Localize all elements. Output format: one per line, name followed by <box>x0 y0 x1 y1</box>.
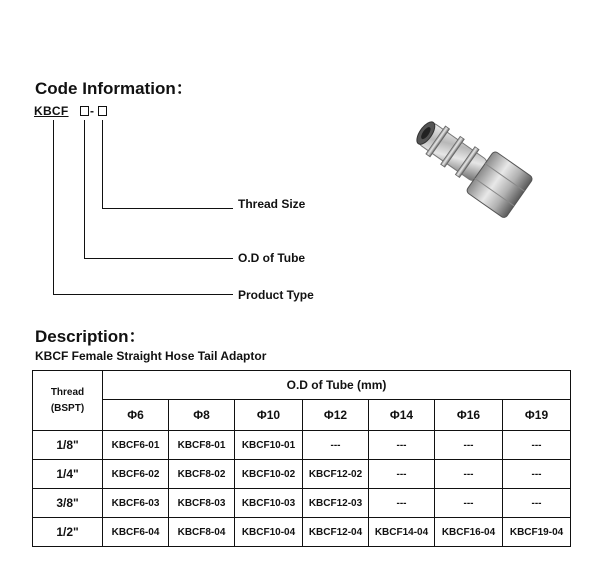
table-cell: KBCF14-04 <box>369 518 435 547</box>
table-cell: KBCF12-04 <box>303 518 369 547</box>
table-cell: KBCF8-01 <box>169 431 235 460</box>
thread-leader-vertical <box>102 120 103 208</box>
table-cell: KBCF12-03 <box>303 489 369 518</box>
thread-cell: 1/4" <box>33 460 103 489</box>
product-subtitle: KBCF Female Straight Hose Tail Adaptor <box>35 349 267 363</box>
table-cell: --- <box>303 431 369 460</box>
od-of-tube-label: O.D of Tube <box>238 251 306 265</box>
product-type-label: Product Type <box>238 288 314 302</box>
table-row <box>33 489 571 518</box>
thread-cell: 3/8" <box>33 489 103 518</box>
thread-header-line2: (BSPT) <box>50 402 85 414</box>
od-leader-vertical <box>84 120 85 258</box>
thread-cell: 1/8" <box>33 431 103 460</box>
product-code: KBCF <box>34 104 69 118</box>
column-header: Φ10 <box>235 400 303 431</box>
description-title: Description： <box>35 327 146 346</box>
thread-placeholder-box <box>98 106 107 116</box>
table-cell: KBCF6-01 <box>103 431 169 460</box>
thread-header <box>33 371 103 431</box>
column-header: Φ8 <box>169 400 235 431</box>
table-cell: KBCF8-04 <box>169 518 235 547</box>
table-cell: KBCF10-01 <box>235 431 303 460</box>
thread-size-label: Thread Size <box>238 197 306 211</box>
od-leader-horizontal <box>84 258 233 259</box>
od-header: O.D of Tube (mm) <box>103 371 571 400</box>
table-cell: KBCF10-04 <box>235 518 303 547</box>
table-cell: KBCF10-03 <box>235 489 303 518</box>
table-cell: KBCF8-02 <box>169 460 235 489</box>
table-cell: KBCF16-04 <box>435 518 503 547</box>
table-cell: --- <box>369 460 435 489</box>
table-row <box>33 518 571 547</box>
code-information-title: Code Information： <box>35 79 193 98</box>
thread-cell: 1/2" <box>33 518 103 547</box>
column-header: Φ19 <box>503 400 571 431</box>
product-type-leader-horizontal <box>53 294 233 295</box>
table-cell: KBCF10-02 <box>235 460 303 489</box>
table-cell: --- <box>503 431 571 460</box>
table-cell: KBCF6-03 <box>103 489 169 518</box>
table-row <box>33 460 571 489</box>
thread-header-line1: Thread <box>50 386 85 398</box>
specification-table <box>32 370 571 547</box>
table-cell: KBCF6-04 <box>103 518 169 547</box>
column-header: Φ16 <box>435 400 503 431</box>
table-cell: --- <box>369 431 435 460</box>
table-cell: --- <box>503 460 571 489</box>
table-cell: KBCF12-02 <box>303 460 369 489</box>
code-separator: - <box>90 104 94 118</box>
table-cell: --- <box>435 460 503 489</box>
hose-tail-adaptor-image <box>400 98 540 248</box>
table-header-row <box>33 371 571 400</box>
od-placeholder-box <box>80 106 89 116</box>
table-cell: --- <box>435 489 503 518</box>
column-header: Φ12 <box>303 400 369 431</box>
table-cell: KBCF8-03 <box>169 489 235 518</box>
column-header: Φ6 <box>103 400 169 431</box>
table-row <box>33 431 571 460</box>
thread-leader-horizontal <box>102 208 233 209</box>
product-type-leader-vertical <box>53 120 54 294</box>
table-cell: KBCF19-04 <box>503 518 571 547</box>
table-cell: --- <box>503 489 571 518</box>
table-cell: --- <box>369 489 435 518</box>
table-cell: KBCF6-02 <box>103 460 169 489</box>
table-subheader-row <box>33 400 571 431</box>
table-cell: --- <box>435 431 503 460</box>
column-header: Φ14 <box>369 400 435 431</box>
